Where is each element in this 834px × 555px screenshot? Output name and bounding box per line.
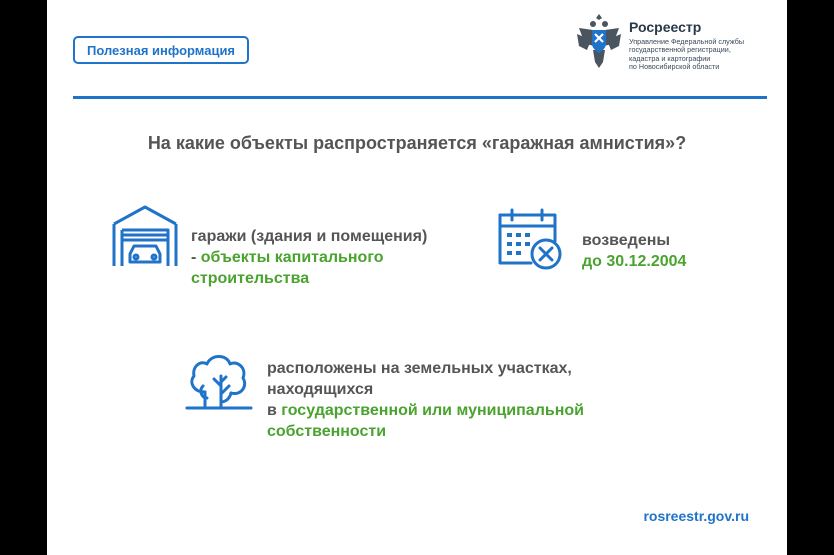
slide bbox=[47, 0, 787, 555]
item-garage-dash: - bbox=[191, 249, 201, 266]
item-land-line3 bbox=[267, 400, 584, 421]
header-divider bbox=[73, 96, 767, 99]
item-date-text bbox=[582, 230, 686, 272]
rosreestr-logo bbox=[575, 10, 785, 80]
item-land-line4: собственности bbox=[267, 423, 387, 440]
item-land-line2: находящихся bbox=[267, 381, 374, 398]
double-headed-eagle-icon bbox=[575, 10, 623, 74]
item-garage-line1: гаражи (здания и помещения) bbox=[191, 228, 428, 245]
item-land-highlight: государственной или муниципальной bbox=[281, 402, 584, 419]
item-land-text bbox=[267, 358, 584, 442]
org-name: Росреестр bbox=[629, 19, 702, 35]
org-desc-line: государственной регистрации, bbox=[629, 45, 731, 55]
org-desc-line: кадастра и картографии bbox=[629, 53, 711, 63]
org-desc-line: по Новосибирской области bbox=[629, 62, 720, 72]
item-garage-line2 bbox=[191, 247, 427, 268]
trees-icon bbox=[185, 346, 253, 412]
info-badge: Полезная информация bbox=[73, 36, 249, 64]
item-land-prefix: в bbox=[267, 402, 282, 419]
page-title: На какие объекты распространяется «гаражная амнистия»? bbox=[147, 133, 687, 153]
item-garage-text bbox=[191, 226, 427, 289]
item-garage-highlight: объекты капитального bbox=[200, 249, 384, 266]
item-garage-line3: строительства bbox=[191, 270, 310, 287]
website-link[interactable]: rosreestr.gov.ru bbox=[643, 508, 749, 524]
org-desc-line: Управление Федеральной службы bbox=[629, 37, 744, 46]
calendar-cross-icon bbox=[497, 207, 565, 271]
org-description bbox=[629, 38, 789, 72]
item-land-line1: расположены на земельных участках, bbox=[267, 360, 572, 377]
garage-car-icon bbox=[111, 204, 179, 268]
item-date-highlight: до 30.12.2004 bbox=[582, 253, 687, 270]
item-date-line1: возведены bbox=[582, 232, 671, 249]
